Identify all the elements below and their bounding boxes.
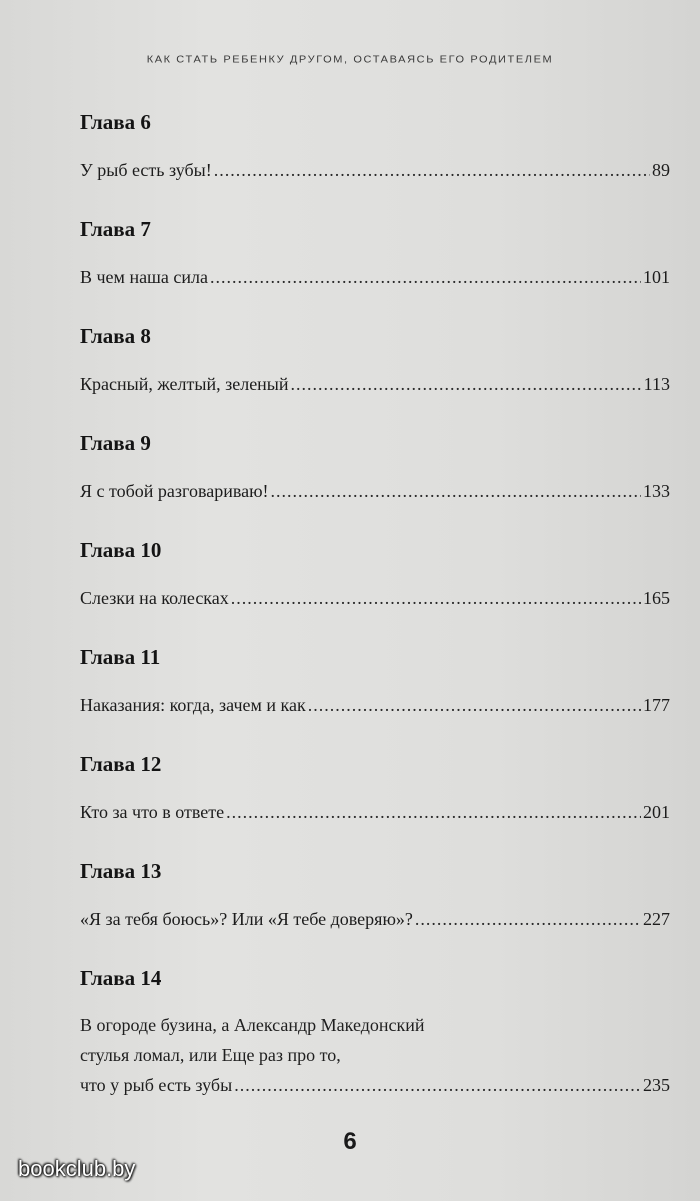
chapter-heading: Глава 11 — [80, 645, 161, 669]
entry-page-number: 165 — [643, 588, 670, 608]
toc-entry — [80, 1070, 670, 1100]
entry-page-number: 89 — [652, 160, 670, 180]
running-head: КАК СТАТЬ РЕБЕНКУ ДРУГОМ, ОСТАВАЯСЬ ЕГО РОДИТЕЛЕМ — [146, 54, 554, 66]
toc-entry-multiline — [80, 1010, 670, 1100]
toc-chapter-8 — [80, 322, 670, 429]
dot-leader — [271, 477, 641, 505]
entry-title: Я с тобой разговариваю! — [80, 481, 269, 501]
entry-title: Красный, желтый, зеленый — [80, 374, 289, 394]
entry-title: У рыб есть зубы! — [80, 160, 212, 180]
toc-entry — [80, 798, 670, 826]
page-number: 6 — [343, 1128, 357, 1155]
chapter-heading: Глава 13 — [80, 859, 162, 883]
toc-entry — [80, 263, 670, 291]
toc-entry — [80, 477, 670, 505]
toc-chapter-10 — [80, 536, 670, 643]
dot-leader — [214, 156, 650, 184]
toc-chapter-9 — [80, 429, 670, 536]
entry-page-number: 235 — [643, 1075, 670, 1095]
chapter-heading: Глава 10 — [80, 538, 162, 562]
dot-leader — [234, 1070, 641, 1100]
entry-page-number: 177 — [643, 695, 670, 715]
toc-entry — [80, 156, 670, 184]
chapter-heading: Глава 8 — [80, 324, 151, 348]
entry-title-line-1: В огороде бузина, а Александр Македонский — [80, 1015, 425, 1035]
toc-entry — [80, 584, 670, 612]
toc-chapter-7 — [80, 215, 670, 322]
toc-chapter-14 — [80, 964, 670, 1100]
dot-leader — [226, 798, 641, 826]
toc-chapter-13 — [80, 857, 670, 964]
dot-leader — [308, 691, 641, 719]
entry-page-number: 113 — [643, 374, 670, 394]
entry-page-number: 133 — [643, 481, 670, 501]
entry-page-number: 201 — [643, 802, 670, 822]
dot-leader — [291, 370, 642, 398]
toc-chapter-11 — [80, 643, 670, 750]
entry-title: Кто за что в ответе — [80, 802, 225, 822]
entry-page-number: 227 — [643, 909, 670, 929]
dot-leader — [415, 905, 641, 933]
entry-title: Слезки на колесках — [80, 588, 229, 608]
chapter-heading: Глава 6 — [80, 110, 151, 134]
toc-entry — [80, 691, 670, 719]
chapter-heading: Глава 9 — [80, 431, 151, 455]
toc-entry — [80, 905, 670, 933]
table-of-contents — [80, 108, 670, 1100]
chapter-heading: Глава 14 — [80, 966, 162, 990]
toc-chapter-12 — [80, 750, 670, 857]
chapter-heading: Глава 7 — [80, 217, 151, 241]
entry-title-line-2: стулья ломал, или Еще раз про то, — [80, 1045, 341, 1065]
chapter-heading: Глава 12 — [80, 752, 162, 776]
entry-page-number: 101 — [643, 267, 670, 287]
toc-entry — [80, 370, 670, 398]
entry-title: В чем наша сила — [80, 267, 209, 287]
dot-leader — [210, 263, 641, 291]
watermark: bookclub.by — [18, 1156, 136, 1181]
toc-chapter-6 — [80, 108, 670, 215]
entry-title: Наказания: когда, зачем и как — [80, 695, 306, 715]
entry-title-line-3: что у рыб есть зубы — [80, 1075, 233, 1095]
dot-leader — [231, 584, 641, 612]
entry-title: «Я за тебя боюсь»? Или «Я тебе доверяю»? — [80, 909, 413, 929]
